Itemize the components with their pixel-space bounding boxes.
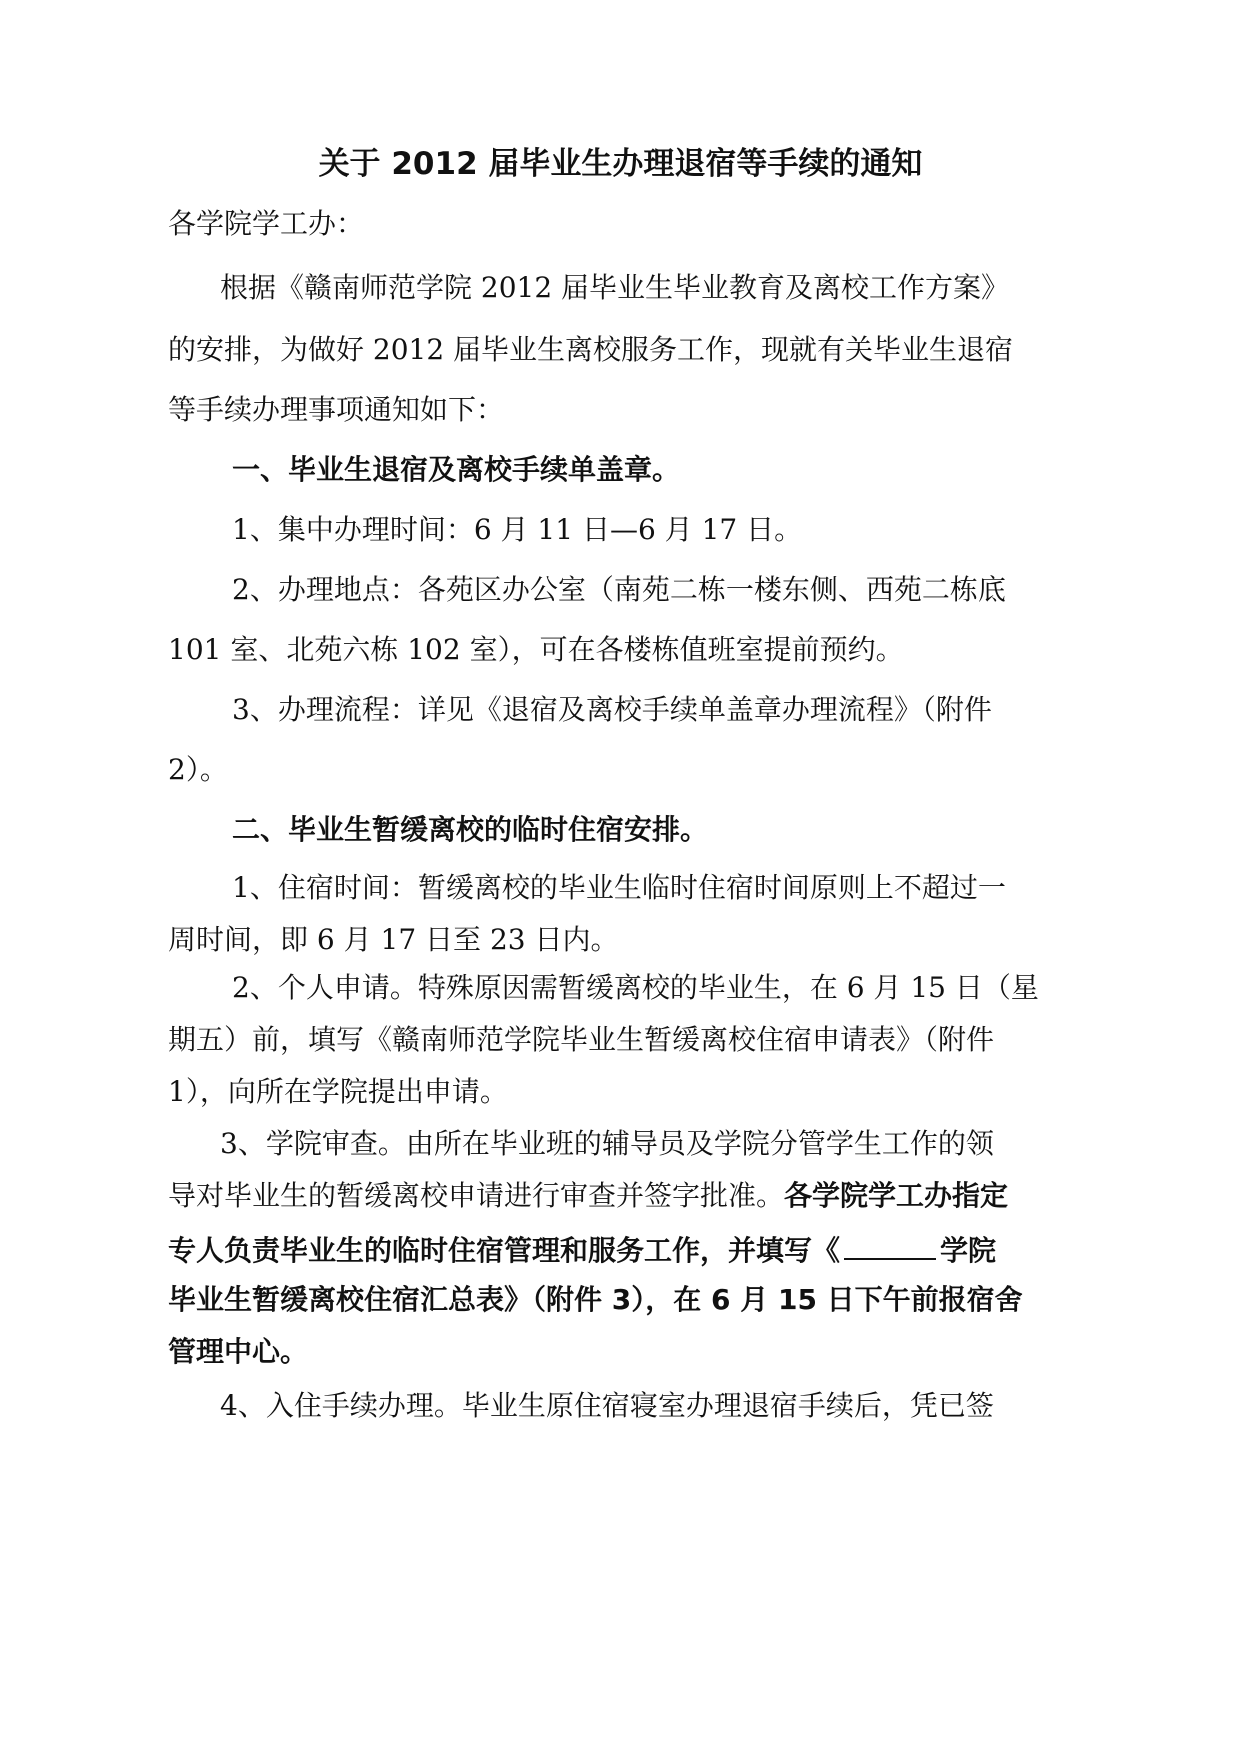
section1-heading: 一、毕业生退宿及离校手续单盖章。 bbox=[232, 453, 681, 486]
intro-line-2: 的安排，为做好 2012 届毕业生离校服务工作，现就有关毕业生退宿 bbox=[168, 333, 1014, 366]
section2-item2-line1: 2、个人申请。特殊原因需暂缓离校的毕业生，在 6 月 15 日（星 bbox=[232, 971, 1039, 1004]
section2-item3-line4: 毕业生暂缓离校住宿汇总表》（附件 3），在 6 月 15 日下午前报宿舍 bbox=[168, 1283, 1023, 1316]
section2-item2-line2: 期五）前，填写《赣南师范学院毕业生暂缓离校住宿申请表》（附件 bbox=[168, 1023, 995, 1056]
section1-item3-line2: 2）。 bbox=[168, 753, 228, 786]
section2-item3-line2-bold: 各学院学工办指定 bbox=[784, 1179, 1009, 1212]
section2-item3-line3-post: 学院 bbox=[940, 1234, 997, 1267]
section2-heading: 二、毕业生暂缓离校的临时住宿安排。 bbox=[232, 813, 709, 846]
intro-line-3: 等手续办理事项通知如下： bbox=[168, 393, 505, 426]
section1-item2-line2: 101 室、北苑六栋 102 室），可在各楼栋值班室提前预约。 bbox=[168, 633, 904, 666]
section2-item1-line2: 周时间，即 6 月 17 日至 23 日内。 bbox=[168, 923, 619, 956]
intro-line-1: 根据《赣南师范学院 2012 届毕业生毕业教育及离校工作方案》 bbox=[220, 271, 1010, 304]
section2-item3-line5: 管理中心。 bbox=[168, 1335, 309, 1368]
section2-item3-line2-plain: 导对毕业生的暂缓离校申请进行审查并签字批准。 bbox=[168, 1179, 785, 1212]
section2-item1-line1: 1、住宿时间：暂缓离校的毕业生临时住宿时间原则上不超过一 bbox=[232, 871, 1006, 904]
section1-item1: 1、集中办理时间：6 月 11 日—6 月 17 日。 bbox=[232, 513, 803, 546]
section2-item3-line1: 3、学院审查。由所在毕业班的辅导员及学院分管学生工作的领 bbox=[220, 1127, 994, 1160]
section2-item3-line3 bbox=[168, 1228, 996, 1268]
section1-item3-line1: 3、办理流程：详见《退宿及离校手续单盖章办理流程》（附件 bbox=[232, 693, 992, 726]
section2-item4-line1: 4、入住手续办理。毕业生原住宿寝室办理退宿手续后，凭已签 bbox=[220, 1389, 994, 1422]
section2-item2-line3: 1），向所在学院提出申请。 bbox=[168, 1075, 508, 1108]
section2-item3-line2 bbox=[168, 1176, 1008, 1216]
college-name-blank bbox=[844, 1228, 936, 1260]
section2-item3-line3-pre: 专人负责毕业生的临时住宿管理和服务工作，并填写《 bbox=[168, 1234, 841, 1267]
section1-item2-line1: 2、办理地点：各苑区办公室（南苑二栋一楼东侧、西苑二栋底 bbox=[232, 573, 1006, 606]
page-title: 关于 2012 届毕业生办理退宿等手续的通知 bbox=[318, 146, 923, 182]
salutation: 各学院学工办： bbox=[168, 207, 365, 240]
